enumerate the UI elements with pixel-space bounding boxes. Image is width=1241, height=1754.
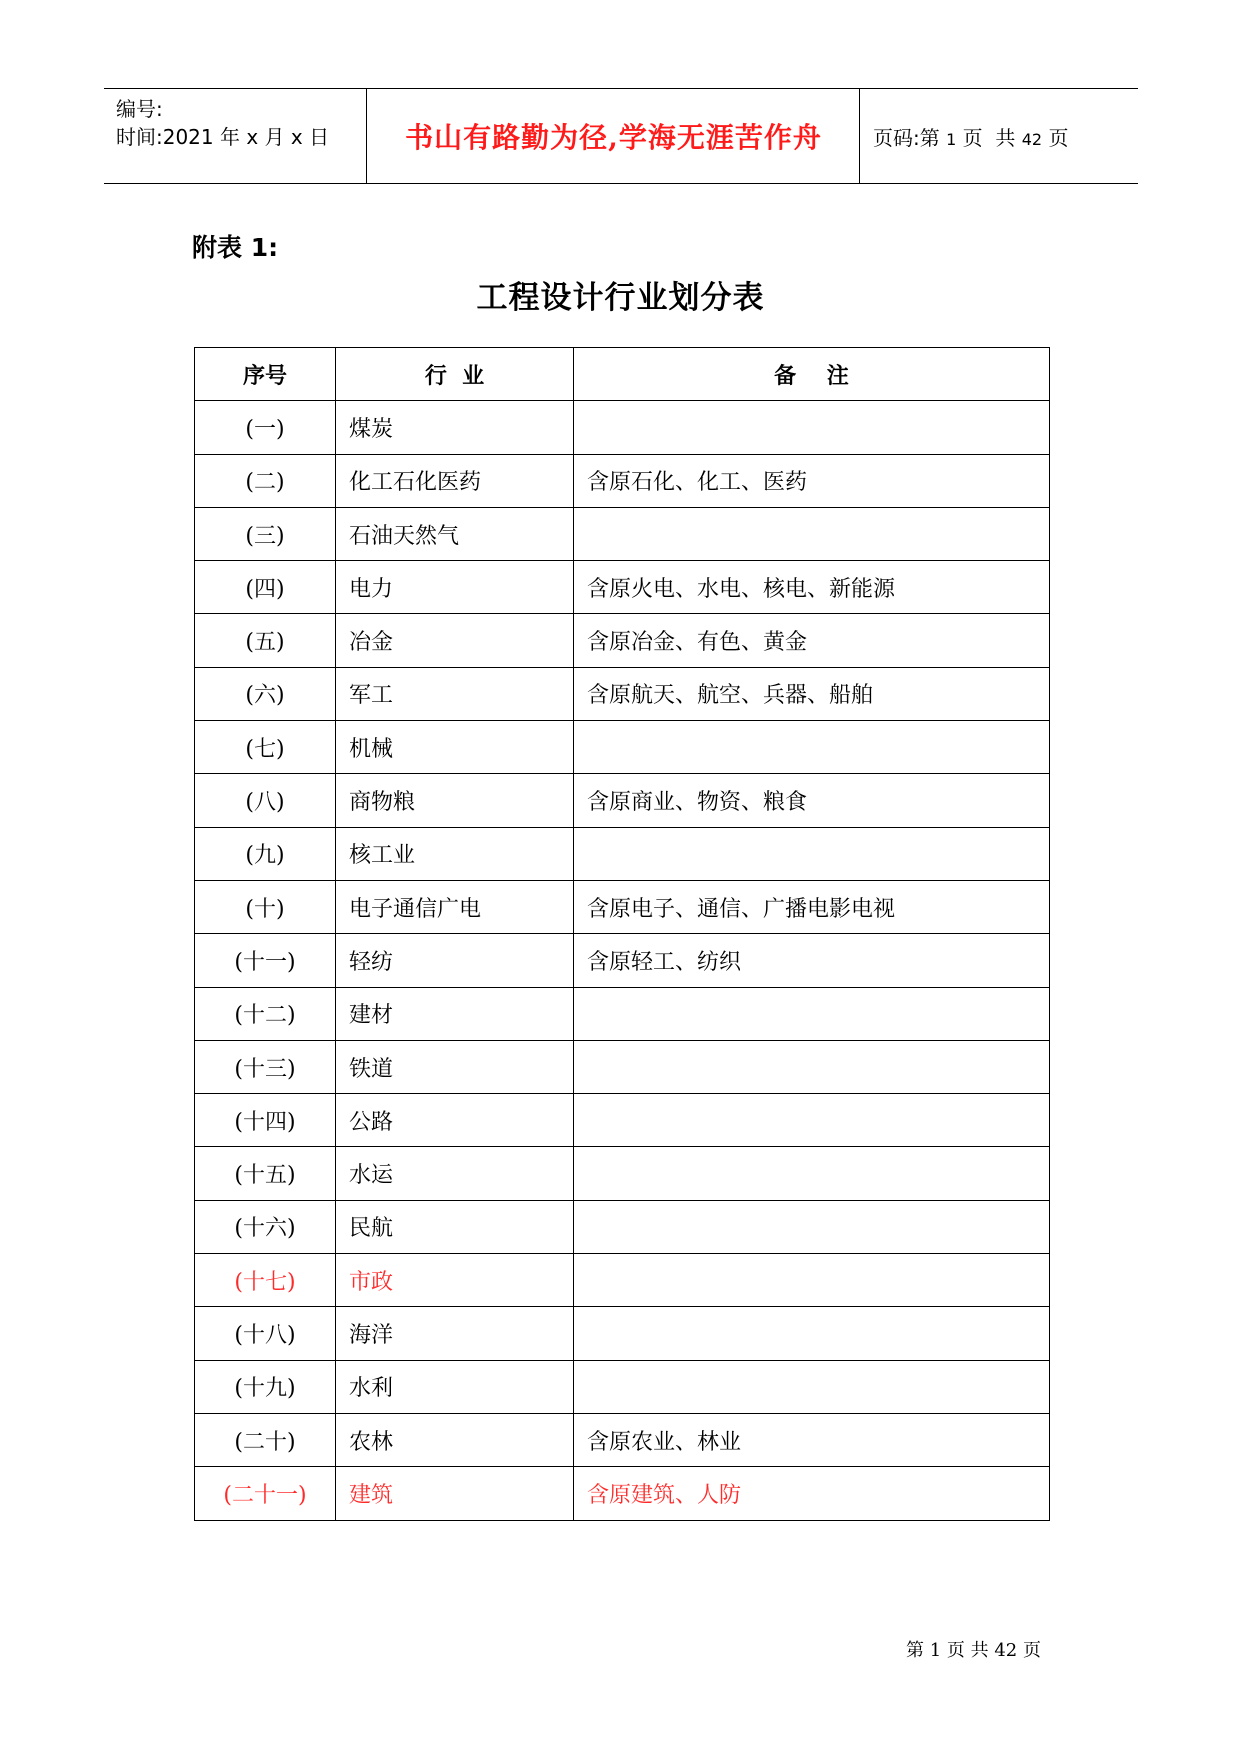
row-number-cell: (七) <box>195 721 336 774</box>
row-industry-cell: 核工业 <box>336 827 574 880</box>
row-number-cell: (十一) <box>195 934 336 987</box>
row-industry-cell: 化工石化医药 <box>336 454 574 507</box>
row-note-cell: 含原轻工、纺织 <box>574 934 1050 987</box>
table-row <box>195 721 1050 774</box>
row-number-cell: (三) <box>195 507 336 560</box>
table-row <box>195 827 1050 880</box>
page-title: 工程设计行业划分表 <box>476 280 765 316</box>
column-header-industry: 行 业 <box>336 348 574 401</box>
row-note-cell: 含原航天、航空、兵器、船舶 <box>574 667 1050 720</box>
table-row <box>195 1200 1050 1253</box>
row-number-cell: (十三) <box>195 1040 336 1093</box>
row-number-cell: (九) <box>195 827 336 880</box>
row-note-cell <box>574 401 1050 454</box>
page-footer: 第 1 页 共 42 页 <box>906 1640 1041 1661</box>
row-note-cell: 含原火电、水电、核电、新能源 <box>574 561 1050 614</box>
row-industry-cell: 水利 <box>336 1360 574 1413</box>
row-number-cell: (一) <box>195 401 336 454</box>
row-industry-cell: 轻纺 <box>336 934 574 987</box>
header-info-cell <box>104 89 367 183</box>
row-number-cell: (十七) <box>195 1254 336 1307</box>
table-row <box>195 667 1050 720</box>
row-note-cell <box>574 987 1050 1040</box>
row-note-cell: 含原冶金、有色、黄金 <box>574 614 1050 667</box>
column-header-number: 序号 <box>195 348 336 401</box>
appendix-label: 附表 1: <box>192 233 279 262</box>
row-industry-cell: 建材 <box>336 987 574 1040</box>
row-number-cell: (十八) <box>195 1307 336 1360</box>
row-note-cell <box>574 1360 1050 1413</box>
table-row <box>195 1147 1050 1200</box>
header-page-code <box>873 122 1068 151</box>
table-row <box>195 987 1050 1040</box>
row-note-cell: 含原电子、通信、广播电影电视 <box>574 880 1050 933</box>
row-number-cell: (四) <box>195 561 336 614</box>
row-note-cell: 含原农业、林业 <box>574 1413 1050 1466</box>
row-note-cell <box>574 1040 1050 1093</box>
row-industry-cell: 铁道 <box>336 1040 574 1093</box>
page-code-total: 42 <box>1021 129 1043 149</box>
row-number-cell: (六) <box>195 667 336 720</box>
row-industry-cell: 机械 <box>336 721 574 774</box>
row-number-cell: (十四) <box>195 1094 336 1147</box>
document-number-label: 编号: <box>116 97 163 121</box>
row-note-cell <box>574 721 1050 774</box>
row-note-cell <box>574 1094 1050 1147</box>
row-number-cell: (十) <box>195 880 336 933</box>
table-row <box>195 934 1050 987</box>
header-page-cell <box>861 89 1138 183</box>
industry-table <box>194 347 1050 1521</box>
row-note-cell: 含原商业、物资、粮食 <box>574 774 1050 827</box>
header-motto: 书山有路勤为径,学海无涯苦作舟 <box>405 121 822 154</box>
row-note-cell <box>574 1147 1050 1200</box>
page-code-mid: 页 共 <box>956 125 1022 150</box>
table-row <box>195 1307 1050 1360</box>
table-header-row <box>195 348 1050 401</box>
document-time-label: 时间:2021 年 x 月 x 日 <box>116 125 330 149</box>
column-header-note: 备 注 <box>574 348 1050 401</box>
table-row <box>195 1040 1050 1093</box>
page-header <box>104 88 1138 184</box>
row-number-cell: (十九) <box>195 1360 336 1413</box>
row-number-cell: (十五) <box>195 1147 336 1200</box>
table-row <box>195 880 1050 933</box>
row-note-cell <box>574 1254 1050 1307</box>
row-industry-cell: 市政 <box>336 1254 574 1307</box>
row-note-cell <box>574 1307 1050 1360</box>
table-row <box>195 1254 1050 1307</box>
row-industry-cell: 冶金 <box>336 614 574 667</box>
row-industry-cell: 公路 <box>336 1094 574 1147</box>
row-industry-cell: 电力 <box>336 561 574 614</box>
row-industry-cell: 民航 <box>336 1200 574 1253</box>
table-row <box>195 614 1050 667</box>
row-industry-cell: 煤炭 <box>336 401 574 454</box>
row-industry-cell: 建筑 <box>336 1467 574 1520</box>
table-row <box>195 507 1050 560</box>
row-note-cell: 含原建筑、人防 <box>574 1467 1050 1520</box>
row-note-cell <box>574 827 1050 880</box>
header-motto-cell <box>368 89 860 183</box>
row-industry-cell: 商物粮 <box>336 774 574 827</box>
page-code-prefix: 页码:第 <box>873 125 947 150</box>
row-number-cell: (八) <box>195 774 336 827</box>
page-code-suffix: 页 <box>1042 125 1069 150</box>
row-number-cell: (十二) <box>195 987 336 1040</box>
row-note-cell: 含原石化、化工、医药 <box>574 454 1050 507</box>
row-number-cell: (二) <box>195 454 336 507</box>
table-row <box>195 561 1050 614</box>
table-row <box>195 1094 1050 1147</box>
table-row <box>195 1413 1050 1466</box>
row-industry-cell: 军工 <box>336 667 574 720</box>
table-row <box>195 774 1050 827</box>
table-row <box>195 454 1050 507</box>
page-code-number: 1 <box>946 129 957 149</box>
row-industry-cell: 石油天然气 <box>336 507 574 560</box>
table-row <box>195 1467 1050 1520</box>
row-number-cell: (五) <box>195 614 336 667</box>
row-industry-cell: 海洋 <box>336 1307 574 1360</box>
row-industry-cell: 水运 <box>336 1147 574 1200</box>
row-number-cell: (十六) <box>195 1200 336 1253</box>
row-number-cell: (二十一) <box>195 1467 336 1520</box>
table-row <box>195 401 1050 454</box>
row-number-cell: (二十) <box>195 1413 336 1466</box>
row-industry-cell: 农林 <box>336 1413 574 1466</box>
row-industry-cell: 电子通信广电 <box>336 880 574 933</box>
row-note-cell <box>574 1200 1050 1253</box>
table-row <box>195 1360 1050 1413</box>
row-note-cell <box>574 507 1050 560</box>
